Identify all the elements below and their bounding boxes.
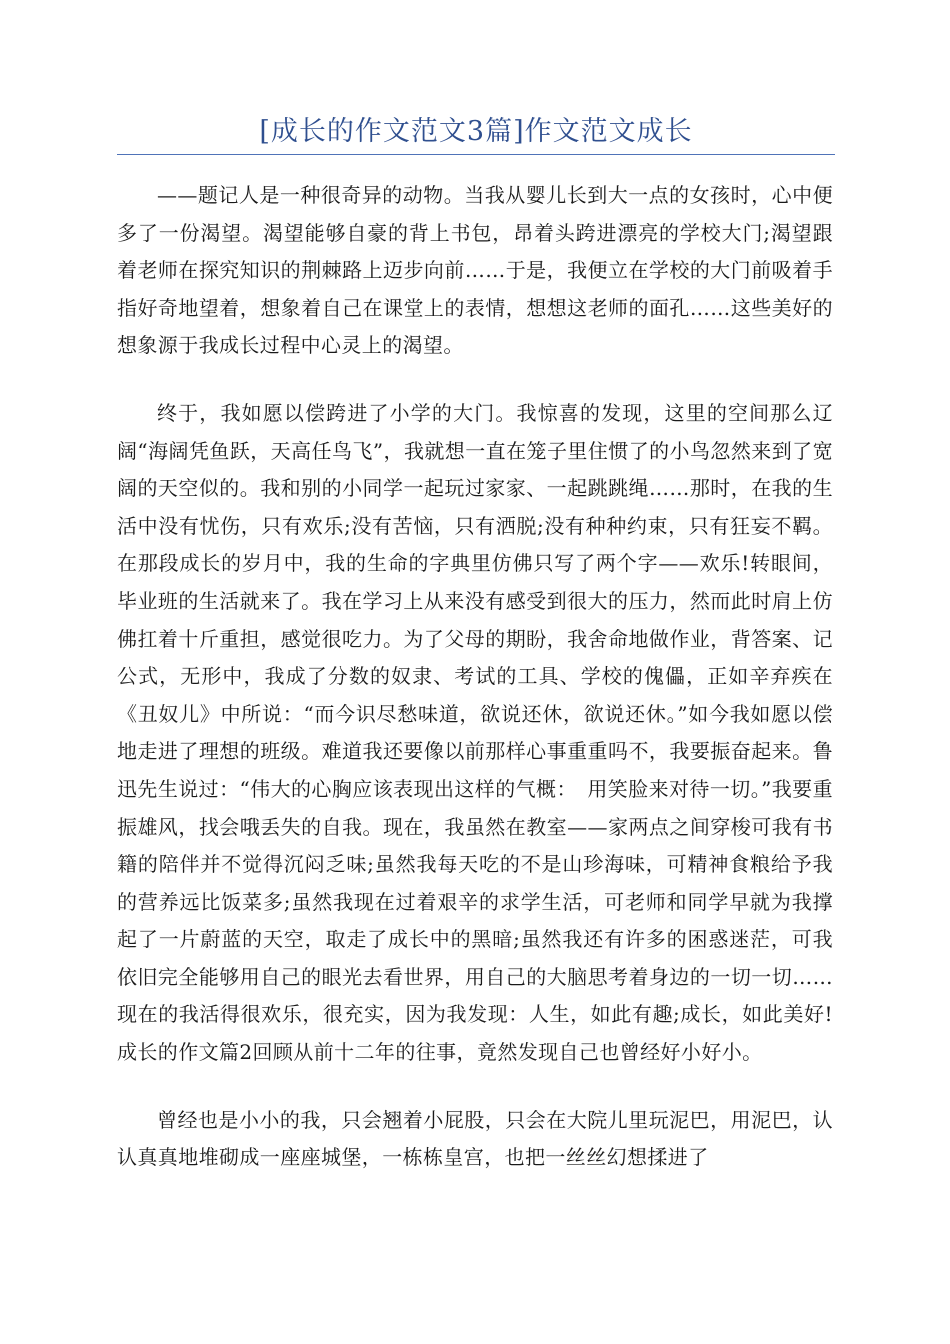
paragraph-1: ——题记人是一种很奇异的动物。当我从婴儿长到大一点的女孩时，心中便多了一份渴望。渴望能够自豪的背上书包，昂着头跨进漂亮的学校大门;渴望跟着老师在探究知识的荆棘路上迈步向前……于是，我便立在学校的大门前吸着手指好奇地望着，想象着自己在课堂上的表情，想想这老师的面孔……这些美好的想象源于我成长过程中心灵上的渴望。	[117, 183, 833, 358]
title-underline	[117, 154, 835, 155]
paragraph-3: 曾经也是小小的我，只会翘着小屁股，只会在大院儿里玩泥巴，用泥巴，认认真真地堆砌成一座座城堡，一栋栋皇宫，也把一丝丝幻想揉进了	[117, 1107, 833, 1170]
document-title: [成长的作文范文3篇]作文范文成长	[259, 116, 693, 147]
paragraph-2: 终于，我如愿以偿跨进了小学的大门。我惊喜的发现，这里的空间那么辽阔“海阔凭鱼跃，天高任鸟飞”，我就想一直在笼子里住惯了的小鸟忽然来到了宽阔的天空似的。我和别的小同学一起玩过家家、一起跳跳绳……那时，在我的生活中没有忧伤，只有欢乐;没有苦恼，只有洒脱;没有种种约束，只有狂妄不羁。在那段成长的岁月中，我的生命的字典里仿佛只写了两个字——欢乐!转眼间，毕业班的生活就来了。我在学习上从来没有感受到很大的压力，然而此时肩上仿佛扛着十斤重担，感觉很吃力。为了父母的期盼，我舍命地做作业，背答案、记公式，无形中，我成了分数的奴隶、考试的工具、学校的傀儡，正如辛弃疾在《丑奴儿》中所说：“而今识尽愁味道，欲说还休，欲说还休。”如今我如愿以偿地走进了理想的班级。难道我还要像以前那样心事重重吗不，我要振奋起来。鲁迅先生说过：“伟大的心胸应该表现出这样的气概： 用笑脸来对待一切。”我要重振雄风，找会哦丢失的自我。现在，我虽然在教室——家两点之间穿梭可我有书籍的陪伴并不觉得沉闷乏味;虽然我每天吃的不是山珍海味，可精神食粮给予我的营养远比饭菜多;虽然我现在过着艰辛的求学生活，可老师和同学早就为我撑起了一片蔚蓝的天空，取走了成长中的黑暗;虽然我还有许多的困惑迷茫，可我依旧完全能够用自己的眼光去看世界，用自己的大脑思考着身边的一切一切……现在的我活得很欢乐，很充实，因为我发现：人生，如此有趣;成长，如此美好!成长的作文篇2回顾从前十二年的往事，竟然发现自己也曾经好小好小。	[117, 400, 833, 1065]
document-body	[117, 177, 833, 1207]
